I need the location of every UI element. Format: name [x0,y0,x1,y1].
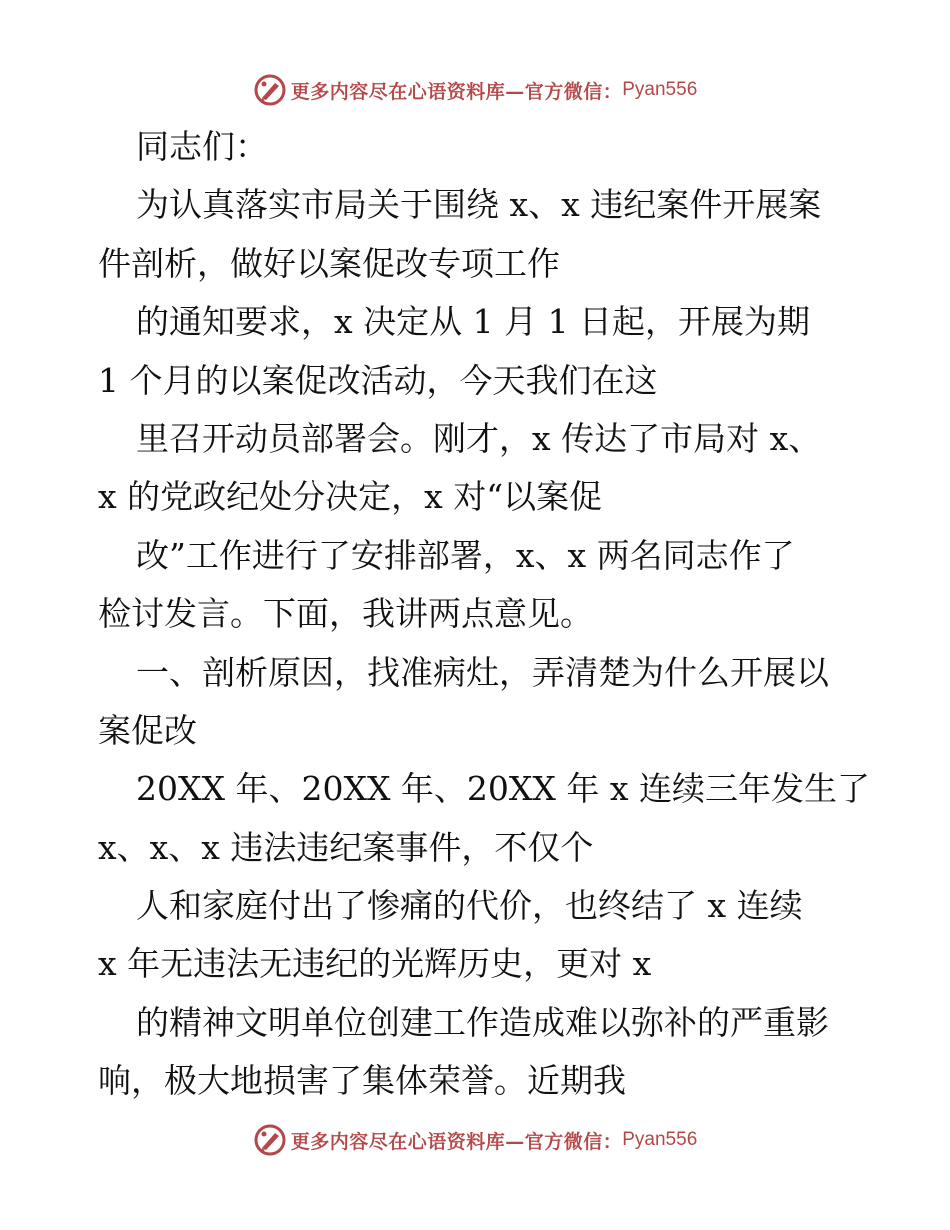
text-line: 一、剖析原因，找准病灶，弄清楚为什么开展以 [136,652,829,692]
footer-banner [0,1118,950,1162]
text-line: 改”工作进行了安排部署，x、x 两名同志作了 [136,535,795,575]
header-banner [0,68,950,112]
text-line: 1 个月的以案促改活动，今天我们在这 [98,360,658,400]
text-line: 同志们： [136,127,268,166]
footer-banner-content [253,1123,698,1157]
text-line: 响，极大地损害了集体荣誉。近期我 [98,1061,626,1101]
header-banner-text: 更多内容尽在心语资料库—官方微信： [290,80,623,103]
text-line: x 年无违法无违纪的光辉历史，更对 x [98,944,652,984]
text-line: x、x、x 违法违纪案事件，不仅个 [98,827,594,867]
pen-seal-icon [253,73,287,107]
text-line: 里召开动员部署会。刚才，x 传达了市局对 x、 [136,418,822,458]
text-line: 的精神文明单位创建工作造成难以弥补的严重影 [136,1002,829,1042]
text-line: 件剖析，做好以案促改专项工作 [98,243,560,283]
document-body [98,118,870,1111]
text-line: 人和家庭付出了惨痛的代价，也终结了 x 连续 [136,886,803,926]
text-line: 20XX 年、20XX 年、20XX 年 x 连续三年发生了 [136,769,870,809]
text-line: 案促改 [98,710,197,750]
text-line: 的通知要求，x 决定从 1 月 1 日起，开展为期 [136,302,811,342]
text-line: 检讨发言。下面，我讲两点意见。 [98,594,593,634]
header-banner-wechat-id: Pyan556 [622,79,698,100]
pen-seal-icon [253,1123,287,1157]
footer-banner-wechat-id: Pyan556 [622,1129,698,1150]
header-banner-content [253,73,698,107]
text-line: x 的党政纪处分决定，x 对“以案促 [98,477,603,517]
text-line: 为认真落实市局关于围绕 x、x 违纪案件开展案 [136,185,822,225]
footer-banner-text: 更多内容尽在心语资料库—官方微信： [290,1130,623,1153]
